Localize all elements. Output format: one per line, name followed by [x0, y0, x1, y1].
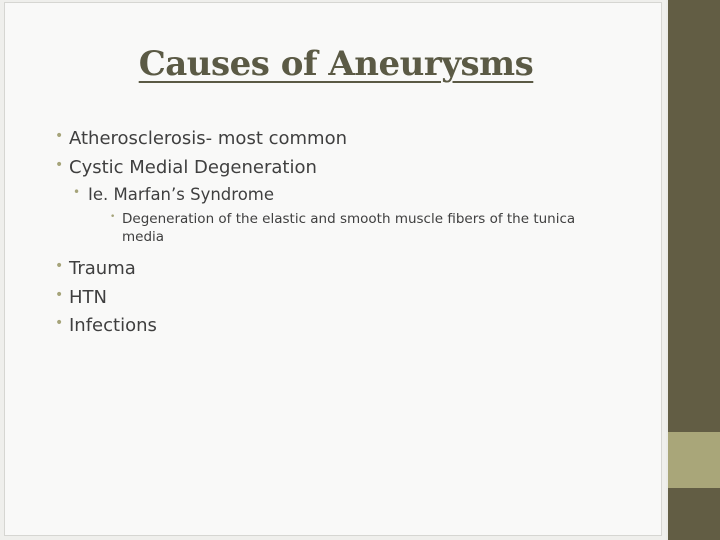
bullet-list	[52, 128, 642, 344]
bullet-dot-icon: •	[55, 258, 64, 275]
bullet-text: Infections	[69, 315, 157, 337]
bullet-text: Degeneration of the elastic and smooth muscle fibers of the tunica media	[122, 210, 576, 245]
bullet-text: Atherosclerosis- most common	[69, 128, 347, 149]
sub-sub-bullet-item	[52, 211, 642, 246]
bullet-item	[52, 315, 642, 337]
bullet-text: Cystic Medial Degeneration	[69, 156, 317, 178]
bullet-dot-icon: •	[55, 156, 64, 173]
bullet-text: Ie. Marfan’s Syndrome	[88, 185, 275, 205]
side-accent-block	[668, 432, 720, 488]
side-band-bottom	[668, 488, 720, 540]
bullet-item	[52, 287, 642, 309]
slide-title-text: Causes of Aneurysms	[138, 44, 534, 84]
bullet-item	[52, 157, 642, 179]
bullet-item	[52, 258, 642, 280]
bullet-dot-icon: •	[55, 128, 64, 144]
slide-title	[0, 44, 672, 84]
bullet-text: Trauma	[69, 258, 136, 280]
bullet-item	[52, 128, 642, 150]
side-band-top	[668, 0, 720, 432]
bullet-dot-icon: •	[73, 185, 81, 200]
bullet-dot-icon: •	[55, 315, 64, 332]
bullet-text: HTN	[69, 286, 107, 308]
bullet-dot-icon: •	[110, 211, 116, 222]
bullet-dot-icon: •	[55, 286, 64, 303]
sub-bullet-item	[52, 185, 642, 205]
